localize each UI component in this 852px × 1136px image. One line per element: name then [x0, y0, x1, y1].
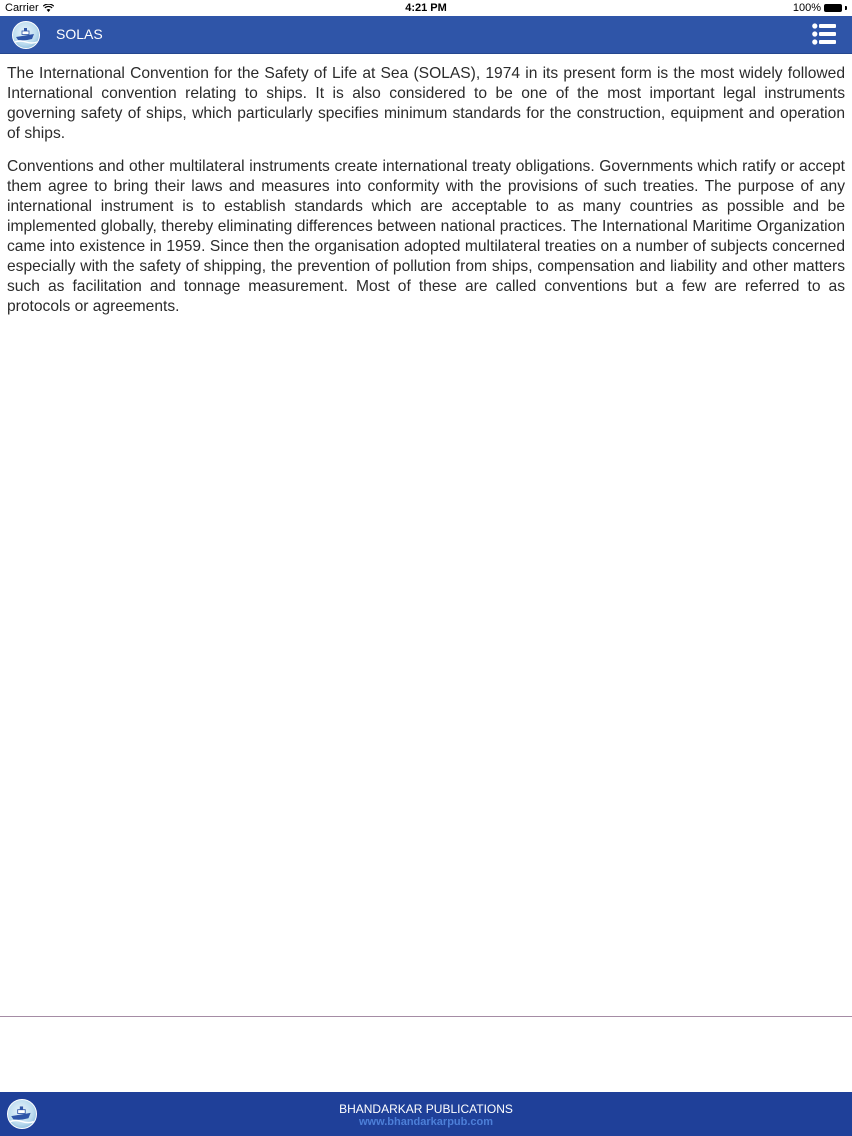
publisher-url-link[interactable]: www.bhandarkarpub.com: [358, 1116, 494, 1128]
ship-logo-icon[interactable]: [12, 21, 40, 49]
status-bar: [0, 0, 852, 16]
battery-indicator: [793, 2, 847, 14]
page-title: SOLAS: [56, 26, 103, 42]
article-body: [7, 64, 845, 330]
publisher-name: BHANDARKAR PUBLICATIONS: [339, 1102, 513, 1116]
list-menu-icon: [812, 23, 836, 45]
battery-percent: 100%: [792, 2, 821, 14]
battery-tip: [845, 6, 847, 10]
list-menu-button[interactable]: [812, 23, 836, 45]
paragraph-intro: The International Convention for the Safety of Life at Sea (SOLAS), 1974 in its present form is the most widely followed International convention relating to ships. It is also considered to be one of the most important legal instruments governing safety of ships, which particularly specifies minimum standards for the construction, equipment and operation of ships.: [7, 65, 845, 142]
carrier-label: Carrier: [5, 2, 39, 14]
battery-icon: [824, 4, 842, 12]
footer-divider: [0, 1016, 852, 1017]
footer-banner: [0, 1092, 852, 1136]
paragraph-conventions: Conventions and other multilateral instruments create international treaty obligations. Governments which ratify or accept them agree to bring their laws and measures into conformity with the provisions of such treaties. The purpose of any international instrument is to establish standards which are acceptable to as many countries as possible and be implemented globally, thereby eliminating differences between national practices. The International Maritime Organization came into existence in 1959. Since then the organisation adopted multilateral treaties on a number of subjects concerned especially with the safety of shipping, the prevention of pollution from ships, compensation and liability and other matters such as facilitation and tonnage measurement. Most of these are called conventions but a few are referred to as protocols or agreements.: [7, 158, 845, 315]
app-header: [0, 16, 852, 54]
clock: 4:21 PM: [405, 2, 447, 14]
